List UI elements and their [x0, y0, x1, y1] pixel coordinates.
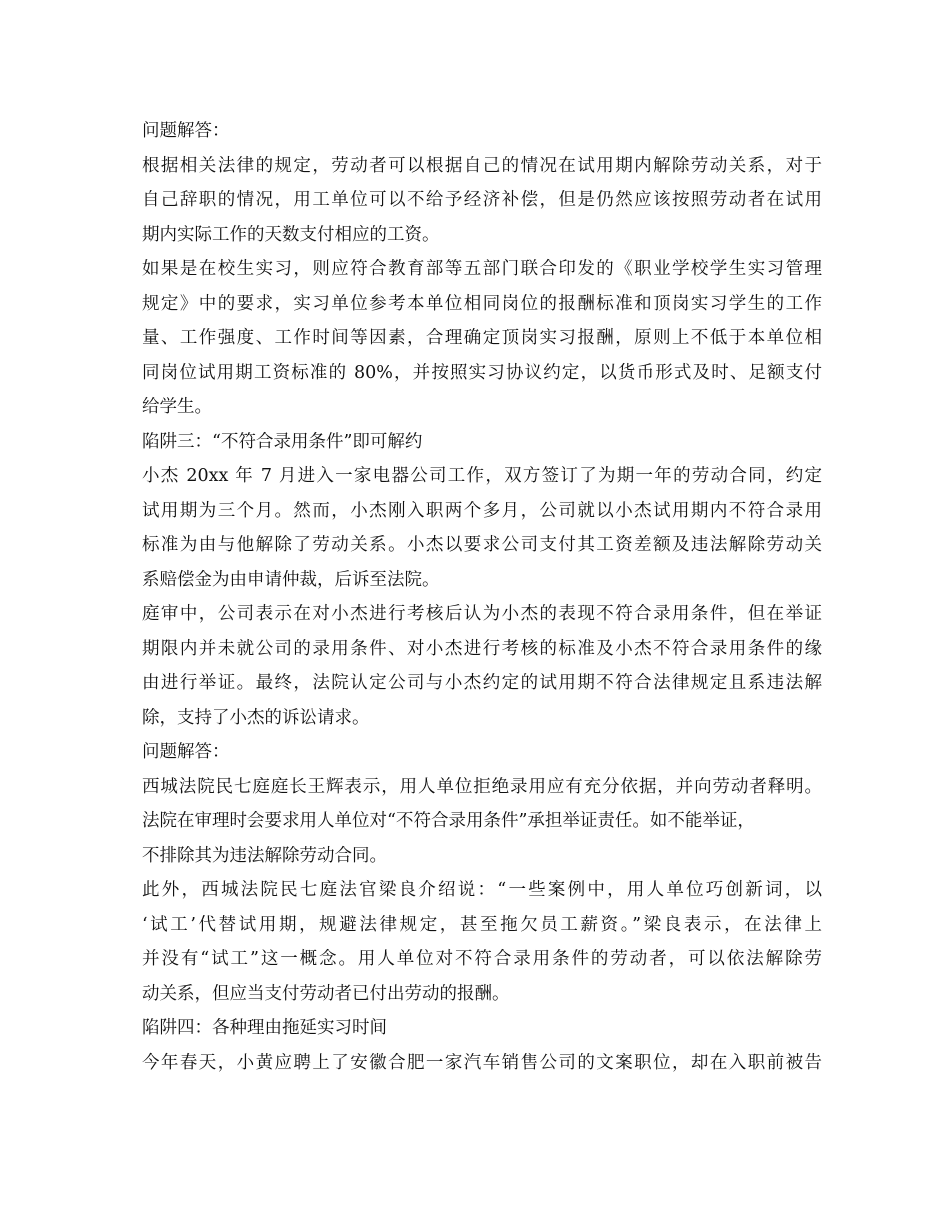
text-line: 动关系，但应当支付劳动者已付出劳动的报酬。 — [142, 983, 510, 1004]
text-line: 期内实际工作的天数支付相应的工资。 — [142, 224, 440, 245]
text-line: 不排除其为违法解除劳动合同。 — [142, 845, 387, 866]
text-line: 自己辞职的情况，用工单位可以不给予经济补偿，但是仍然应该按照劳动者在试用 — [142, 190, 822, 210]
document-body — [142, 114, 822, 1080]
heading-trap-four: 陷阱四：各种理由拖延实习时间 — [142, 1018, 387, 1038]
text-line: 给学生。 — [142, 397, 212, 417]
text-line: 小杰 20xx 年 7 月进入一家电器公司工作，双方签订了为期一年的劳动合同，约定 — [142, 466, 822, 486]
text-line: 并没有“试工”这一概念。用人单位对不符合录用条件的劳动者，可以依法解除劳 — [142, 949, 822, 969]
text-line: 同岗位试用期工资标准的 80%，并按照实习协议约定，以货币形式及时、足额支付 — [142, 362, 822, 383]
text-line: 由进行举证。最终，法院认定公司与小杰约定的试用期不符合法律规定且系违法解 — [142, 673, 822, 693]
text-line: 如果是在校生实习，则应符合教育部等五部门联合印发的《职业学校学生实习管理 — [142, 259, 822, 279]
text-line: 量、工作强度、工作时间等因素，合理确定顶岗实习报酬，原则上不低于本单位相 — [142, 328, 822, 348]
text-line: 系赔偿金为由申请仲裁，后诉至法院。 — [142, 569, 440, 590]
text-line: 庭审中，公司表示在对小杰进行考核后认为小杰的表现不符合录用条件，但在举证 — [142, 604, 822, 624]
text-line: 今年春天，小黄应聘上了安徽合肥一家汽车销售公司的文案职位，却在入职前被告 — [142, 1052, 822, 1073]
text-line: 根据相关法律的规定，劳动者可以根据自己的情况在试用期内解除劳动关系，对于 — [142, 155, 822, 176]
text-line: 标准为由与他解除了劳动关系。小杰以要求公司支付其工资差额及违法解除劳动关 — [142, 535, 822, 555]
text-line: 除，支持了小杰的诉讼请求。 — [142, 707, 370, 728]
text-line: 期限内并未就公司的录用条件、对小杰进行考核的标准及小杰不符合录用条件的缘 — [142, 638, 822, 659]
text-line: 此外，西城法院民七庭法官梁良介绍说：“一些案例中，用人单位巧创新词，以 — [142, 880, 822, 900]
heading-answer: 问题解答： — [142, 742, 230, 762]
heading-answer: 问题解答： — [142, 121, 230, 141]
text-line: ‘试工’代替试用期，规避法律规定，甚至拖欠员工薪资。”梁良表示，在法律上 — [142, 914, 822, 935]
text-line: 法院在审理时会要求用人单位对“不符合录用条件”承担举证责任。如不能举证， — [142, 811, 755, 831]
text-line: 试用期为三个月。然而，小杰刚入职两个多月，公司就以小杰试用期内不符合录用 — [142, 500, 822, 521]
heading-trap-three: 陷阱三：“不符合录用条件”即可解约 — [142, 431, 423, 452]
text-line: 西城法院民七庭庭长王辉表示，用人单位拒绝录用应有充分依据，并向劳动者释明。 — [142, 776, 822, 797]
text-line: 规定》中的要求，实习单位参考本单位相同岗位的报酬标准和顶岗实习学生的工作 — [142, 293, 822, 314]
